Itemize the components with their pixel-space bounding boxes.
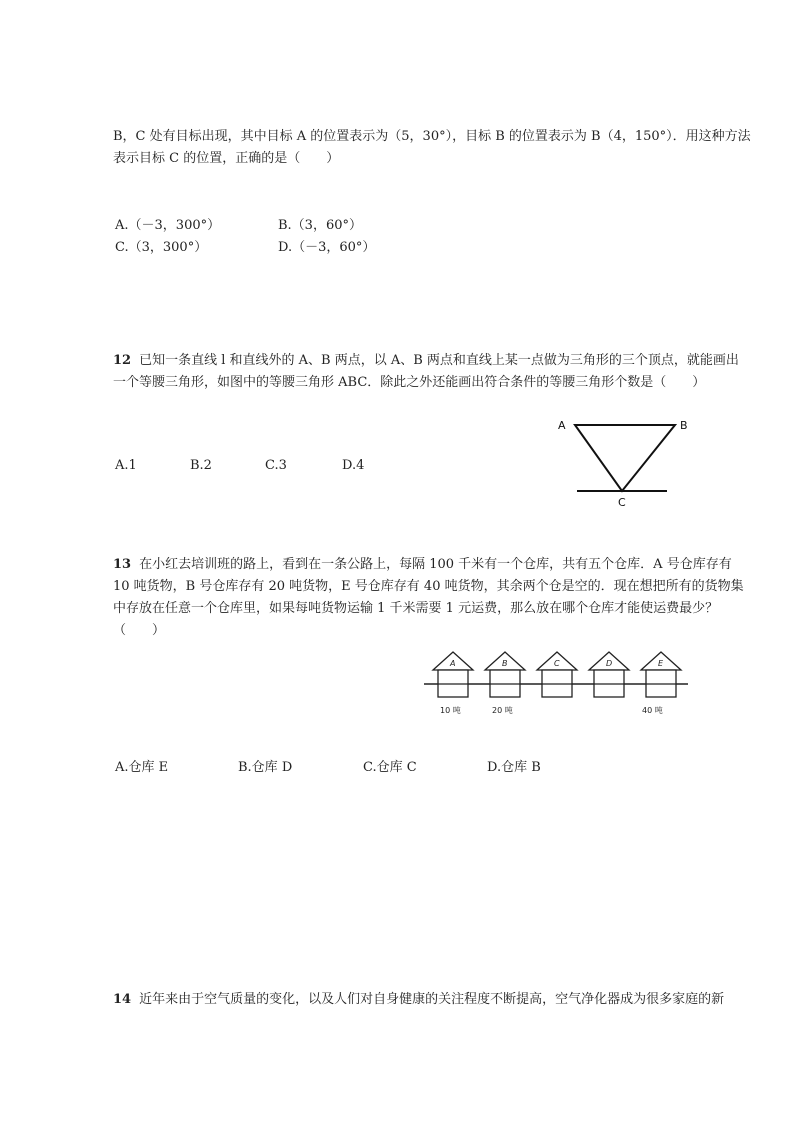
q13-option-a: A.仓库 E xyxy=(115,760,169,775)
warehouse-e xyxy=(641,652,681,697)
label-b: B xyxy=(680,419,688,432)
q12-option-a: A.1 xyxy=(115,458,137,473)
q11-option-d: D.（－3，60°） xyxy=(278,240,376,255)
q11-option-b: B.（3，60°） xyxy=(278,218,362,233)
q14-text-line-1 xyxy=(113,991,724,1008)
q12-text-line-1 xyxy=(113,352,739,369)
q13-text-line-1 xyxy=(113,556,732,573)
warehouse-d-label: D xyxy=(606,659,613,668)
q11-option-c: C.（3，300°） xyxy=(115,240,208,255)
q13-text-line-3: 中存放在任意一个仓库里，如果每吨货物运输 1 千米需要 1 元运费，那么放在哪个仓库才能使运费最少？ xyxy=(113,601,719,616)
q13-text-line-2: 10 吨货物，B 号仓库存有 20 吨货物，E 号仓库存有 40 吨货物，其余两个仓是空的．现在想把所有的货物集 xyxy=(113,579,744,594)
q11-text-line-2: 表示目标 C 的位置，正确的是（ ） xyxy=(113,151,340,166)
q12-text-line-2: 一个等腰三角形，如图中的等腰三角形 ABC．除此之外还能画出符合条件的等腰三角形个数是（ ） xyxy=(113,375,706,390)
q13-option-c: C.仓库 C xyxy=(363,760,417,775)
q12-text: 已知一条直线 l 和直线外的 A、B 两点，以 A、B 两点和直线上某一点做为三角形的三个顶点，就能画出 xyxy=(139,353,739,368)
weight-a-label: 10 吨 xyxy=(440,706,461,715)
warehouse-e-label: E xyxy=(658,659,664,668)
q12-option-d: D.4 xyxy=(342,458,365,473)
warehouse-c xyxy=(537,652,577,697)
q12-number: 12 xyxy=(113,353,132,368)
q13-option-b: B.仓库 D xyxy=(238,760,293,775)
q13-text-line-4: （ ） xyxy=(113,623,166,638)
label-a: A xyxy=(558,419,566,432)
q12-triangle-figure xyxy=(555,412,695,512)
q11-option-a: A.（－3，300°） xyxy=(115,218,221,233)
triangle-abc xyxy=(575,425,675,491)
q13-option-d: D.仓库 B xyxy=(487,760,541,775)
label-c: C xyxy=(618,496,626,509)
q12-option-c: C.3 xyxy=(265,458,287,473)
warehouse-b xyxy=(485,652,525,697)
q13-warehouse-figure xyxy=(420,648,695,720)
q11-text-line-1: B，C 处有目标出现，其中目标 A 的位置表示为（5，30°），目标 B 的位置表示为 B（4，150°）．用这种方法 xyxy=(113,129,751,144)
warehouse-c-label: C xyxy=(554,659,560,668)
q14-text: 近年来由于空气质量的变化，以及人们对自身健康的关注程度不断提高，空气净化器成为很多家庭的新 xyxy=(139,992,725,1007)
q13-text: 在小红去培训班的路上，看到在一条公路上，每隔 100 千米有一个仓库，共有五个仓库．A 号仓库存有 xyxy=(139,557,732,572)
warehouse-b-label: B xyxy=(502,659,508,668)
q14-number: 14 xyxy=(113,992,132,1007)
q12-option-b: B.2 xyxy=(190,458,212,473)
weight-b-label: 20 吨 xyxy=(492,706,513,715)
warehouse-d xyxy=(589,652,629,697)
q13-number: 13 xyxy=(113,557,132,572)
warehouse-a xyxy=(433,652,473,697)
weight-e-label: 40 吨 xyxy=(642,706,663,715)
warehouse-a-label: A xyxy=(450,659,456,668)
